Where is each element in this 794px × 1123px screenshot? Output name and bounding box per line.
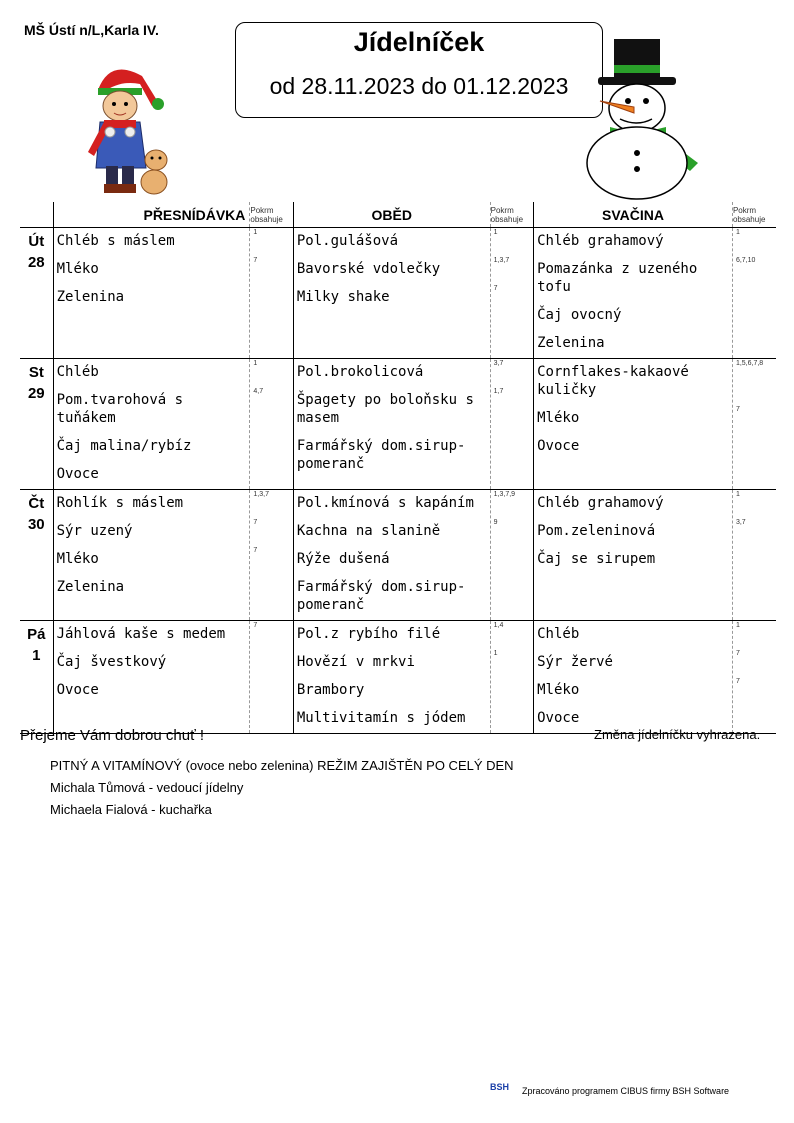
breakfast-item: Čaj švestkový bbox=[56, 654, 167, 670]
breakfast-allergens: 7 bbox=[253, 622, 258, 629]
day-abbr: Út bbox=[28, 233, 45, 250]
snack-allergens: 7 bbox=[735, 678, 740, 685]
breakfast-allergens bbox=[250, 574, 292, 602]
lunch-allergens: 1,4 bbox=[493, 622, 504, 629]
day-row bbox=[20, 621, 776, 734]
lunch-allergens: 7 bbox=[493, 285, 498, 292]
bsh-logo: BSH bbox=[490, 1082, 510, 1092]
lunch-allergens bbox=[491, 433, 533, 479]
snack-allergen-cell bbox=[732, 359, 776, 490]
snack-item: Ovoce bbox=[537, 710, 580, 726]
breakfast-allergens: 7 bbox=[253, 519, 258, 526]
breakfast-item: Rohlík s máslem bbox=[56, 495, 184, 511]
snack-item: Ovoce bbox=[537, 438, 580, 454]
breakfast-allergen-cell bbox=[250, 490, 293, 621]
snack-allergens: 1 bbox=[735, 491, 740, 498]
snack-allergens: 1 bbox=[735, 622, 740, 629]
breakfast-header: PŘESNÍDÁVKA bbox=[53, 202, 250, 228]
snack-item: Cornflakes-kakaové kuličky bbox=[537, 364, 698, 398]
breakfast-item: Čaj malina/rybíz bbox=[56, 438, 192, 454]
breakfast-item: Ovoce bbox=[56, 682, 99, 698]
lunch-item: Brambory bbox=[296, 682, 365, 698]
breakfast-item: Sýr uzený bbox=[56, 523, 133, 539]
snack-cell bbox=[534, 490, 733, 621]
lunch-cell bbox=[293, 228, 490, 359]
day-abbr: St bbox=[28, 364, 44, 381]
school-name: MŠ Ústí n/L,Karla IV. bbox=[24, 22, 159, 38]
lunch-item: Rýže dušená bbox=[296, 551, 390, 567]
breakfast-item: Zelenina bbox=[56, 289, 125, 305]
lunch-item: Pol.z rybího filé bbox=[296, 626, 441, 642]
lunch-item: Bavorské vdolečky bbox=[296, 261, 441, 277]
snack-allergens: 1 bbox=[735, 229, 740, 236]
day-row bbox=[20, 228, 776, 359]
snack-item: Zelenina bbox=[537, 335, 605, 351]
breakfast-item: Jáhlová kaše s medem bbox=[56, 626, 226, 642]
snack-allergens bbox=[733, 433, 776, 461]
day-cell bbox=[20, 490, 53, 621]
snack-allergen-cell bbox=[732, 621, 776, 734]
lunch-header: OBĚD bbox=[293, 202, 490, 228]
lunch-item: Farmářský dom.sirup-pomeranč bbox=[296, 579, 466, 613]
snack-item: Pomazánka z uzeného tofu bbox=[537, 261, 706, 295]
snack-item: Mléko bbox=[537, 682, 580, 698]
breakfast-item: Zelenina bbox=[56, 579, 125, 595]
breakfast-allergen-cell bbox=[250, 621, 293, 734]
breakfast-item: Mléko bbox=[56, 551, 99, 567]
breakfast-allergens bbox=[250, 284, 292, 312]
breakfast-allergens: 1 bbox=[253, 360, 258, 367]
day-abbr: Pá bbox=[27, 626, 46, 643]
lunch-allergen-cell bbox=[490, 359, 533, 490]
lunch-allergens bbox=[491, 546, 533, 574]
breakfast-allergens bbox=[250, 433, 292, 461]
child-with-dog-illustration bbox=[70, 58, 175, 198]
snack-item: Sýr žervé bbox=[537, 654, 613, 670]
snack-cell bbox=[534, 621, 733, 734]
snack-item: Chléb grahamový bbox=[537, 495, 664, 511]
lunch-allergens: 1 bbox=[493, 229, 498, 236]
day-number: 1 bbox=[32, 647, 41, 664]
lunch-item: Milky shake bbox=[296, 289, 390, 305]
breakfast-allergens: 7 bbox=[253, 547, 258, 554]
breakfast-allergens: 7 bbox=[253, 257, 258, 264]
breakfast-item: Ovoce bbox=[56, 466, 99, 482]
snack-allergens: 3,7 bbox=[735, 519, 746, 526]
wish-text: Přejeme Vám dobrou chuť ! bbox=[20, 727, 205, 744]
breakfast-allergens bbox=[250, 677, 292, 705]
lunch-allergens: 3,7 bbox=[493, 360, 504, 367]
snack-allergens bbox=[733, 302, 776, 330]
snack-allergens: 7 bbox=[735, 406, 740, 413]
lunch-item: Pol.brokolicová bbox=[296, 364, 424, 380]
drinking-regime-note: PITNÝ A VITAMÍNOVÝ (ovoce nebo zelenina) REŽIM ZAJIŠTĚN PO CELÝ DEN bbox=[50, 758, 514, 773]
breakfast-cell bbox=[53, 359, 250, 490]
snack-item: Čaj se sirupem bbox=[537, 551, 656, 567]
breakfast-allergens: 4,7 bbox=[253, 388, 264, 395]
lunch-allergens: 1,3,7,9 bbox=[493, 491, 516, 498]
lunch-item: Špagety po boloňsku s masem bbox=[296, 392, 483, 426]
change-note: Změna jídelníčku vyhrazena. bbox=[594, 727, 761, 742]
snack-allergens bbox=[733, 546, 776, 574]
lunch-allergens: 1,7 bbox=[493, 388, 504, 395]
breakfast-allergen-cell bbox=[250, 228, 293, 359]
day-row bbox=[20, 490, 776, 621]
lunch-cell bbox=[293, 490, 490, 621]
snack-allergen-header: Pokrm obsahuje bbox=[732, 202, 776, 228]
manager-name: Michala Tůmová - vedoucí jídelny bbox=[50, 780, 244, 795]
snack-item: Čaj ovocný bbox=[537, 307, 622, 323]
lunch-item: Kachna na slanině bbox=[296, 523, 441, 539]
lunch-allergen-cell bbox=[490, 490, 533, 621]
day-header bbox=[20, 202, 53, 228]
snack-item: Chléb bbox=[537, 626, 580, 642]
snack-cell bbox=[534, 228, 733, 359]
lunch-allergen-header: Pokrm obsahuje bbox=[490, 202, 533, 228]
lunch-item: Pol.gulášová bbox=[296, 233, 399, 249]
lunch-allergens bbox=[491, 677, 533, 705]
lunch-allergens: 1 bbox=[493, 650, 498, 657]
snack-allergens: 6,7,10 bbox=[735, 257, 756, 264]
breakfast-allergens bbox=[250, 649, 292, 677]
day-number: 28 bbox=[27, 254, 45, 271]
lunch-item: Pol.kmínová s kapáním bbox=[296, 495, 474, 511]
day-abbr: Čt bbox=[28, 495, 45, 512]
breakfast-allergens: 1 bbox=[253, 229, 258, 236]
period-text: od 28.11.2023 do 01.12.2023 bbox=[269, 73, 569, 99]
breakfast-cell bbox=[53, 228, 250, 359]
snack-cell bbox=[534, 359, 733, 490]
lunch-allergen-cell bbox=[490, 621, 533, 734]
lunch-cell bbox=[293, 359, 490, 490]
snack-allergens: 7 bbox=[735, 650, 740, 657]
menu-table bbox=[20, 202, 776, 734]
footer-text: Zpracováno programem CIBUS firmy BSH Software bbox=[522, 1086, 730, 1096]
lunch-allergen-cell bbox=[490, 228, 533, 359]
lunch-item: Hovězí v mrkvi bbox=[296, 654, 415, 670]
snack-allergen-cell bbox=[732, 490, 776, 621]
breakfast-allergens: 1,3,7 bbox=[253, 491, 269, 498]
snack-item: Pom.zeleninová bbox=[537, 523, 656, 539]
lunch-allergens bbox=[491, 574, 533, 620]
day-number: 29 bbox=[27, 385, 45, 402]
breakfast-allergen-header: Pokrm obsahuje bbox=[250, 202, 293, 228]
snack-allergens bbox=[733, 330, 776, 358]
lunch-allergens: 1,3,7 bbox=[493, 257, 510, 264]
snowman-illustration bbox=[580, 35, 705, 200]
snack-item: Mléko bbox=[537, 410, 580, 426]
lunch-item: Multivitamín s jódem bbox=[296, 710, 466, 726]
cook-name: Michaela Fialová - kuchařka bbox=[50, 802, 212, 817]
breakfast-item: Mléko bbox=[56, 261, 99, 277]
header-row bbox=[20, 202, 776, 228]
breakfast-item: Pom.tvarohová s tuňákem bbox=[56, 392, 192, 426]
lunch-cell bbox=[293, 621, 490, 734]
breakfast-allergen-cell bbox=[250, 359, 293, 490]
page-title: Jídelníček bbox=[353, 27, 485, 57]
breakfast-item: Chléb s máslem bbox=[56, 233, 175, 249]
lunch-item: Farmářský dom.sirup-pomeranč bbox=[296, 438, 466, 472]
breakfast-item: Chléb bbox=[56, 364, 99, 380]
day-cell bbox=[20, 621, 53, 734]
day-cell bbox=[20, 228, 53, 359]
lunch-allergens: 9 bbox=[493, 519, 498, 526]
day-number: 30 bbox=[27, 516, 45, 533]
breakfast-cell bbox=[53, 490, 250, 621]
snack-item: Chléb grahamový bbox=[537, 233, 664, 249]
day-cell bbox=[20, 359, 53, 490]
day-row bbox=[20, 359, 776, 490]
lunch-allergens bbox=[491, 705, 533, 733]
title-box bbox=[235, 22, 603, 118]
breakfast-allergens bbox=[250, 461, 292, 489]
snack-header: SVAČINA bbox=[534, 202, 733, 228]
snack-allergen-cell bbox=[732, 228, 776, 359]
snack-allergens: 1,5,6,7,8 bbox=[735, 360, 764, 367]
breakfast-cell bbox=[53, 621, 250, 734]
